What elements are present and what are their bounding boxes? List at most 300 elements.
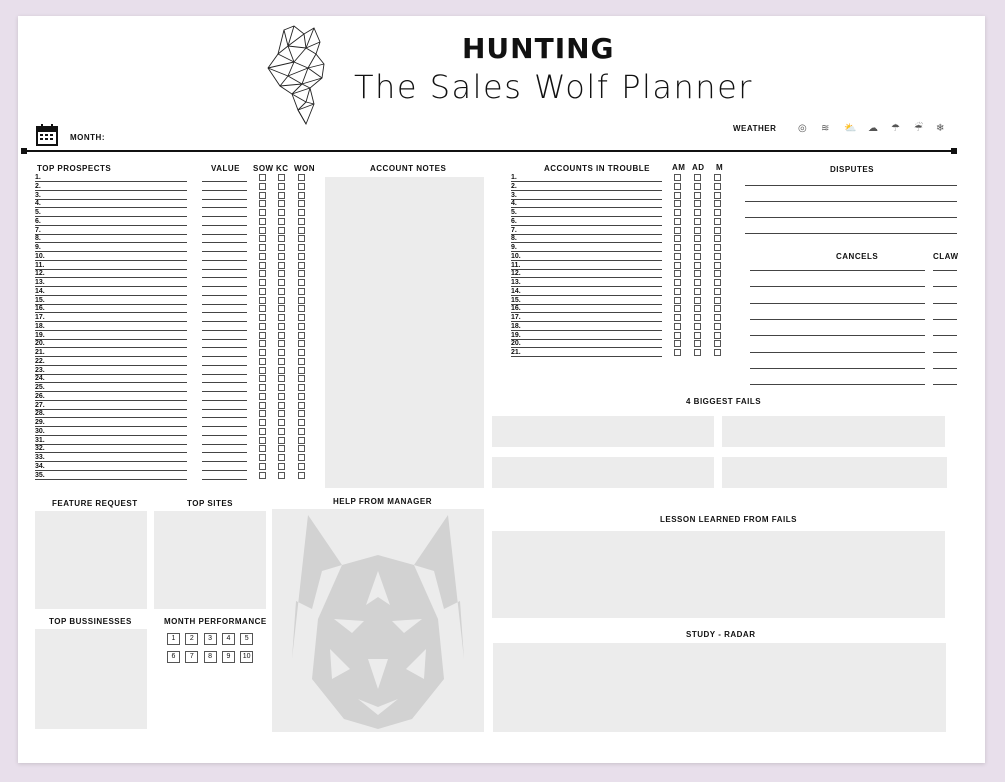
trouble-name-line[interactable] <box>511 321 662 322</box>
trouble-name-line[interactable] <box>511 251 662 252</box>
prospect-value-line[interactable] <box>202 435 247 436</box>
kc-checkbox[interactable] <box>278 332 285 339</box>
trouble-name-line[interactable] <box>511 190 662 191</box>
trouble-name-line[interactable] <box>511 207 662 208</box>
prospect-name-line[interactable] <box>35 417 187 418</box>
fail-box[interactable] <box>492 416 714 447</box>
am-checkbox[interactable] <box>674 323 681 330</box>
won-checkbox[interactable] <box>298 244 305 251</box>
performance-score-box[interactable]: 4 <box>222 633 235 645</box>
prospect-name-line[interactable] <box>35 365 187 366</box>
prospect-value-line[interactable] <box>202 356 247 357</box>
ad-checkbox[interactable] <box>694 227 701 234</box>
cancel-line[interactable] <box>750 319 925 320</box>
prospect-name-line[interactable] <box>35 312 187 313</box>
sow-checkbox[interactable] <box>259 227 266 234</box>
kc-checkbox[interactable] <box>278 183 285 190</box>
kc-checkbox[interactable] <box>278 367 285 374</box>
won-checkbox[interactable] <box>298 183 305 190</box>
kc-checkbox[interactable] <box>278 253 285 260</box>
prospect-value-line[interactable] <box>202 225 247 226</box>
feature-request-area[interactable] <box>35 511 147 609</box>
dispute-line[interactable] <box>745 201 957 202</box>
won-checkbox[interactable] <box>298 437 305 444</box>
prospect-value-line[interactable] <box>202 181 247 182</box>
dispute-line[interactable] <box>745 185 957 186</box>
trouble-name-line[interactable] <box>511 312 662 313</box>
m-checkbox[interactable] <box>714 297 721 304</box>
kc-checkbox[interactable] <box>278 410 285 417</box>
m-checkbox[interactable] <box>714 253 721 260</box>
m-checkbox[interactable] <box>714 270 721 277</box>
ad-checkbox[interactable] <box>694 253 701 260</box>
prospect-name-line[interactable] <box>35 409 187 410</box>
cancel-line[interactable] <box>750 286 925 287</box>
won-checkbox[interactable] <box>298 445 305 452</box>
m-checkbox[interactable] <box>714 305 721 312</box>
am-checkbox[interactable] <box>674 279 681 286</box>
won-checkbox[interactable] <box>298 332 305 339</box>
sow-checkbox[interactable] <box>259 192 266 199</box>
won-checkbox[interactable] <box>298 218 305 225</box>
account-notes-area[interactable] <box>325 177 484 488</box>
trouble-name-line[interactable] <box>511 277 662 278</box>
kc-checkbox[interactable] <box>278 463 285 470</box>
sow-checkbox[interactable] <box>259 419 266 426</box>
prospect-value-line[interactable] <box>202 479 247 480</box>
kc-checkbox[interactable] <box>278 445 285 452</box>
won-checkbox[interactable] <box>298 314 305 321</box>
performance-score-box[interactable]: 8 <box>204 651 217 663</box>
kc-checkbox[interactable] <box>278 262 285 269</box>
performance-score-box[interactable]: 6 <box>167 651 180 663</box>
prospect-name-line[interactable] <box>35 452 187 453</box>
fail-box[interactable] <box>722 457 947 488</box>
dispute-line[interactable] <box>745 233 957 234</box>
claw-line[interactable] <box>933 335 957 336</box>
prospect-name-line[interactable] <box>35 321 187 322</box>
kc-checkbox[interactable] <box>278 174 285 181</box>
ad-checkbox[interactable] <box>694 314 701 321</box>
kc-checkbox[interactable] <box>278 244 285 251</box>
performance-score-box[interactable]: 9 <box>222 651 235 663</box>
performance-score-box[interactable]: 1 <box>167 633 180 645</box>
prospect-value-line[interactable] <box>202 242 247 243</box>
kc-checkbox[interactable] <box>278 218 285 225</box>
trouble-name-line[interactable] <box>511 269 662 270</box>
prospect-name-line[interactable] <box>35 400 187 401</box>
am-checkbox[interactable] <box>674 253 681 260</box>
prospect-value-line[interactable] <box>202 400 247 401</box>
sow-checkbox[interactable] <box>259 463 266 470</box>
won-checkbox[interactable] <box>298 454 305 461</box>
top-businesses-area[interactable] <box>35 629 147 729</box>
partly-cloudy-icon[interactable]: ⛅ <box>844 123 857 134</box>
sow-checkbox[interactable] <box>259 393 266 400</box>
kc-checkbox[interactable] <box>278 472 285 479</box>
kc-checkbox[interactable] <box>278 209 285 216</box>
ad-checkbox[interactable] <box>694 297 701 304</box>
am-checkbox[interactable] <box>674 192 681 199</box>
kc-checkbox[interactable] <box>278 288 285 295</box>
sow-checkbox[interactable] <box>259 253 266 260</box>
am-checkbox[interactable] <box>674 218 681 225</box>
prospect-value-line[interactable] <box>202 251 247 252</box>
ad-checkbox[interactable] <box>694 323 701 330</box>
performance-score-box[interactable]: 3 <box>204 633 217 645</box>
prospect-value-line[interactable] <box>202 347 247 348</box>
m-checkbox[interactable] <box>714 218 721 225</box>
sow-checkbox[interactable] <box>259 472 266 479</box>
prospect-value-line[interactable] <box>202 382 247 383</box>
am-checkbox[interactable] <box>674 183 681 190</box>
prospect-name-line[interactable] <box>35 207 187 208</box>
kc-checkbox[interactable] <box>278 402 285 409</box>
sow-checkbox[interactable] <box>259 270 266 277</box>
prospect-value-line[interactable] <box>202 304 247 305</box>
sun-icon[interactable]: ◎ <box>798 123 807 134</box>
prospect-name-line[interactable] <box>35 277 187 278</box>
prospect-name-line[interactable] <box>35 181 187 182</box>
prospect-value-line[interactable] <box>202 339 247 340</box>
prospect-value-line[interactable] <box>202 470 247 471</box>
won-checkbox[interactable] <box>298 463 305 470</box>
fail-box[interactable] <box>492 457 714 488</box>
cloud-icon[interactable]: ☁ <box>868 123 878 134</box>
top-sites-area[interactable] <box>154 511 266 609</box>
am-checkbox[interactable] <box>674 244 681 251</box>
cancel-line[interactable] <box>750 352 925 353</box>
prospect-name-line[interactable] <box>35 479 187 480</box>
prospect-value-line[interactable] <box>202 260 247 261</box>
claw-line[interactable] <box>933 352 957 353</box>
won-checkbox[interactable] <box>298 174 305 181</box>
trouble-name-line[interactable] <box>511 242 662 243</box>
ad-checkbox[interactable] <box>694 305 701 312</box>
prospect-value-line[interactable] <box>202 426 247 427</box>
study-radar-area[interactable] <box>493 643 946 732</box>
trouble-name-line[interactable] <box>511 347 662 348</box>
prospect-value-line[interactable] <box>202 444 247 445</box>
prospect-name-line[interactable] <box>35 251 187 252</box>
m-checkbox[interactable] <box>714 227 721 234</box>
claw-line[interactable] <box>933 303 957 304</box>
sow-checkbox[interactable] <box>259 332 266 339</box>
claw-line[interactable] <box>933 368 957 369</box>
cancel-line[interactable] <box>750 384 925 385</box>
sow-checkbox[interactable] <box>259 454 266 461</box>
sow-checkbox[interactable] <box>259 358 266 365</box>
m-checkbox[interactable] <box>714 209 721 216</box>
sow-checkbox[interactable] <box>259 244 266 251</box>
won-checkbox[interactable] <box>298 384 305 391</box>
sow-checkbox[interactable] <box>259 314 266 321</box>
m-checkbox[interactable] <box>714 340 721 347</box>
prospect-name-line[interactable] <box>35 269 187 270</box>
am-checkbox[interactable] <box>674 174 681 181</box>
sow-checkbox[interactable] <box>259 262 266 269</box>
help-manager-area[interactable] <box>272 509 484 732</box>
trouble-name-line[interactable] <box>511 199 662 200</box>
sow-checkbox[interactable] <box>259 402 266 409</box>
prospect-name-line[interactable] <box>35 199 187 200</box>
won-checkbox[interactable] <box>298 270 305 277</box>
won-checkbox[interactable] <box>298 402 305 409</box>
trouble-name-line[interactable] <box>511 330 662 331</box>
prospect-name-line[interactable] <box>35 426 187 427</box>
prospect-value-line[interactable] <box>202 269 247 270</box>
performance-score-box[interactable]: 7 <box>185 651 198 663</box>
performance-score-box[interactable]: 5 <box>240 633 253 645</box>
trouble-name-line[interactable] <box>511 356 662 357</box>
m-checkbox[interactable] <box>714 314 721 321</box>
storm-icon[interactable]: ☂ <box>891 123 900 134</box>
ad-checkbox[interactable] <box>694 332 701 339</box>
prospect-name-line[interactable] <box>35 234 187 235</box>
claw-line[interactable] <box>933 286 957 287</box>
sow-checkbox[interactable] <box>259 200 266 207</box>
ad-checkbox[interactable] <box>694 262 701 269</box>
prospect-name-line[interactable] <box>35 444 187 445</box>
prospect-value-line[interactable] <box>202 374 247 375</box>
kc-checkbox[interactable] <box>278 454 285 461</box>
prospect-value-line[interactable] <box>202 207 247 208</box>
kc-checkbox[interactable] <box>278 279 285 286</box>
prospect-name-line[interactable] <box>35 391 187 392</box>
trouble-name-line[interactable] <box>511 225 662 226</box>
lesson-learned-area[interactable] <box>492 531 945 618</box>
kc-checkbox[interactable] <box>278 437 285 444</box>
performance-score-box[interactable]: 10 <box>240 651 253 663</box>
sow-checkbox[interactable] <box>259 288 266 295</box>
won-checkbox[interactable] <box>298 192 305 199</box>
ad-checkbox[interactable] <box>694 349 701 356</box>
m-checkbox[interactable] <box>714 349 721 356</box>
won-checkbox[interactable] <box>298 227 305 234</box>
won-checkbox[interactable] <box>298 200 305 207</box>
claw-line[interactable] <box>933 270 957 271</box>
kc-checkbox[interactable] <box>278 314 285 321</box>
kc-checkbox[interactable] <box>278 428 285 435</box>
claw-line[interactable] <box>933 319 957 320</box>
kc-checkbox[interactable] <box>278 200 285 207</box>
won-checkbox[interactable] <box>298 358 305 365</box>
won-checkbox[interactable] <box>298 419 305 426</box>
dispute-line[interactable] <box>745 217 957 218</box>
prospect-value-line[interactable] <box>202 321 247 322</box>
won-checkbox[interactable] <box>298 393 305 400</box>
sow-checkbox[interactable] <box>259 174 266 181</box>
prospect-value-line[interactable] <box>202 365 247 366</box>
prospect-name-line[interactable] <box>35 260 187 261</box>
sow-checkbox[interactable] <box>259 218 266 225</box>
trouble-name-line[interactable] <box>511 260 662 261</box>
sow-checkbox[interactable] <box>259 323 266 330</box>
sow-checkbox[interactable] <box>259 375 266 382</box>
ad-checkbox[interactable] <box>694 218 701 225</box>
sow-checkbox[interactable] <box>259 384 266 391</box>
ad-checkbox[interactable] <box>694 200 701 207</box>
m-checkbox[interactable] <box>714 183 721 190</box>
kc-checkbox[interactable] <box>278 192 285 199</box>
sow-checkbox[interactable] <box>259 183 266 190</box>
prospect-value-line[interactable] <box>202 330 247 331</box>
prospect-name-line[interactable] <box>35 470 187 471</box>
prospect-name-line[interactable] <box>35 330 187 331</box>
prospect-name-line[interactable] <box>35 242 187 243</box>
prospect-name-line[interactable] <box>35 461 187 462</box>
prospect-value-line[interactable] <box>202 417 247 418</box>
prospect-value-line[interactable] <box>202 216 247 217</box>
m-checkbox[interactable] <box>714 332 721 339</box>
sow-checkbox[interactable] <box>259 445 266 452</box>
trouble-name-line[interactable] <box>511 216 662 217</box>
sow-checkbox[interactable] <box>259 235 266 242</box>
prospect-value-line[interactable] <box>202 286 247 287</box>
prospect-name-line[interactable] <box>35 435 187 436</box>
won-checkbox[interactable] <box>298 410 305 417</box>
ad-checkbox[interactable] <box>694 235 701 242</box>
m-checkbox[interactable] <box>714 174 721 181</box>
sow-checkbox[interactable] <box>259 209 266 216</box>
prospect-name-line[interactable] <box>35 216 187 217</box>
rain-icon[interactable]: ☔ <box>914 123 923 134</box>
won-checkbox[interactable] <box>298 349 305 356</box>
prospect-value-line[interactable] <box>202 312 247 313</box>
m-checkbox[interactable] <box>714 192 721 199</box>
won-checkbox[interactable] <box>298 262 305 269</box>
prospect-value-line[interactable] <box>202 190 247 191</box>
m-checkbox[interactable] <box>714 279 721 286</box>
prospect-name-line[interactable] <box>35 286 187 287</box>
am-checkbox[interactable] <box>674 314 681 321</box>
kc-checkbox[interactable] <box>278 384 285 391</box>
cancel-line[interactable] <box>750 270 925 271</box>
prospect-value-line[interactable] <box>202 199 247 200</box>
kc-checkbox[interactable] <box>278 270 285 277</box>
ad-checkbox[interactable] <box>694 288 701 295</box>
ad-checkbox[interactable] <box>694 270 701 277</box>
kc-checkbox[interactable] <box>278 419 285 426</box>
won-checkbox[interactable] <box>298 472 305 479</box>
sow-checkbox[interactable] <box>259 367 266 374</box>
prospect-value-line[interactable] <box>202 461 247 462</box>
cancel-line[interactable] <box>750 368 925 369</box>
am-checkbox[interactable] <box>674 340 681 347</box>
sow-checkbox[interactable] <box>259 279 266 286</box>
prospect-value-line[interactable] <box>202 295 247 296</box>
am-checkbox[interactable] <box>674 297 681 304</box>
kc-checkbox[interactable] <box>278 297 285 304</box>
won-checkbox[interactable] <box>298 288 305 295</box>
trouble-name-line[interactable] <box>511 304 662 305</box>
sow-checkbox[interactable] <box>259 349 266 356</box>
kc-checkbox[interactable] <box>278 340 285 347</box>
trouble-name-line[interactable] <box>511 286 662 287</box>
kc-checkbox[interactable] <box>278 375 285 382</box>
m-checkbox[interactable] <box>714 235 721 242</box>
trouble-name-line[interactable] <box>511 234 662 235</box>
sow-checkbox[interactable] <box>259 340 266 347</box>
prospect-name-line[interactable] <box>35 190 187 191</box>
kc-checkbox[interactable] <box>278 305 285 312</box>
am-checkbox[interactable] <box>674 227 681 234</box>
prospect-value-line[interactable] <box>202 391 247 392</box>
am-checkbox[interactable] <box>674 270 681 277</box>
won-checkbox[interactable] <box>298 297 305 304</box>
kc-checkbox[interactable] <box>278 358 285 365</box>
ad-checkbox[interactable] <box>694 174 701 181</box>
kc-checkbox[interactable] <box>278 393 285 400</box>
am-checkbox[interactable] <box>674 209 681 216</box>
sow-checkbox[interactable] <box>259 305 266 312</box>
prospect-name-line[interactable] <box>35 374 187 375</box>
trouble-name-line[interactable] <box>511 295 662 296</box>
am-checkbox[interactable] <box>674 349 681 356</box>
snow-icon[interactable]: ❄ <box>936 123 945 134</box>
ad-checkbox[interactable] <box>694 279 701 286</box>
prospect-name-line[interactable] <box>35 382 187 383</box>
trouble-name-line[interactable] <box>511 339 662 340</box>
trouble-name-line[interactable] <box>511 181 662 182</box>
m-checkbox[interactable] <box>714 323 721 330</box>
won-checkbox[interactable] <box>298 340 305 347</box>
prospect-name-line[interactable] <box>35 339 187 340</box>
sow-checkbox[interactable] <box>259 297 266 304</box>
kc-checkbox[interactable] <box>278 323 285 330</box>
ad-checkbox[interactable] <box>694 192 701 199</box>
am-checkbox[interactable] <box>674 200 681 207</box>
m-checkbox[interactable] <box>714 288 721 295</box>
sow-checkbox[interactable] <box>259 410 266 417</box>
ad-checkbox[interactable] <box>694 340 701 347</box>
won-checkbox[interactable] <box>298 235 305 242</box>
prospect-name-line[interactable] <box>35 347 187 348</box>
sow-checkbox[interactable] <box>259 428 266 435</box>
prospect-name-line[interactable] <box>35 356 187 357</box>
performance-score-box[interactable]: 2 <box>185 633 198 645</box>
am-checkbox[interactable] <box>674 305 681 312</box>
won-checkbox[interactable] <box>298 375 305 382</box>
m-checkbox[interactable] <box>714 200 721 207</box>
prospect-value-line[interactable] <box>202 409 247 410</box>
ad-checkbox[interactable] <box>694 244 701 251</box>
won-checkbox[interactable] <box>298 367 305 374</box>
prospect-value-line[interactable] <box>202 234 247 235</box>
won-checkbox[interactable] <box>298 323 305 330</box>
sow-checkbox[interactable] <box>259 437 266 444</box>
am-checkbox[interactable] <box>674 262 681 269</box>
am-checkbox[interactable] <box>674 288 681 295</box>
wind-icon[interactable]: ≋ <box>821 123 830 134</box>
am-checkbox[interactable] <box>674 235 681 242</box>
am-checkbox[interactable] <box>674 332 681 339</box>
won-checkbox[interactable] <box>298 209 305 216</box>
kc-checkbox[interactable] <box>278 227 285 234</box>
won-checkbox[interactable] <box>298 428 305 435</box>
claw-line[interactable] <box>933 384 957 385</box>
prospect-name-line[interactable] <box>35 304 187 305</box>
cancel-line[interactable] <box>750 335 925 336</box>
prospect-value-line[interactable] <box>202 277 247 278</box>
won-checkbox[interactable] <box>298 253 305 260</box>
fail-box[interactable] <box>722 416 945 447</box>
kc-checkbox[interactable] <box>278 349 285 356</box>
ad-checkbox[interactable] <box>694 209 701 216</box>
m-checkbox[interactable] <box>714 262 721 269</box>
won-checkbox[interactable] <box>298 279 305 286</box>
ad-checkbox[interactable] <box>694 183 701 190</box>
